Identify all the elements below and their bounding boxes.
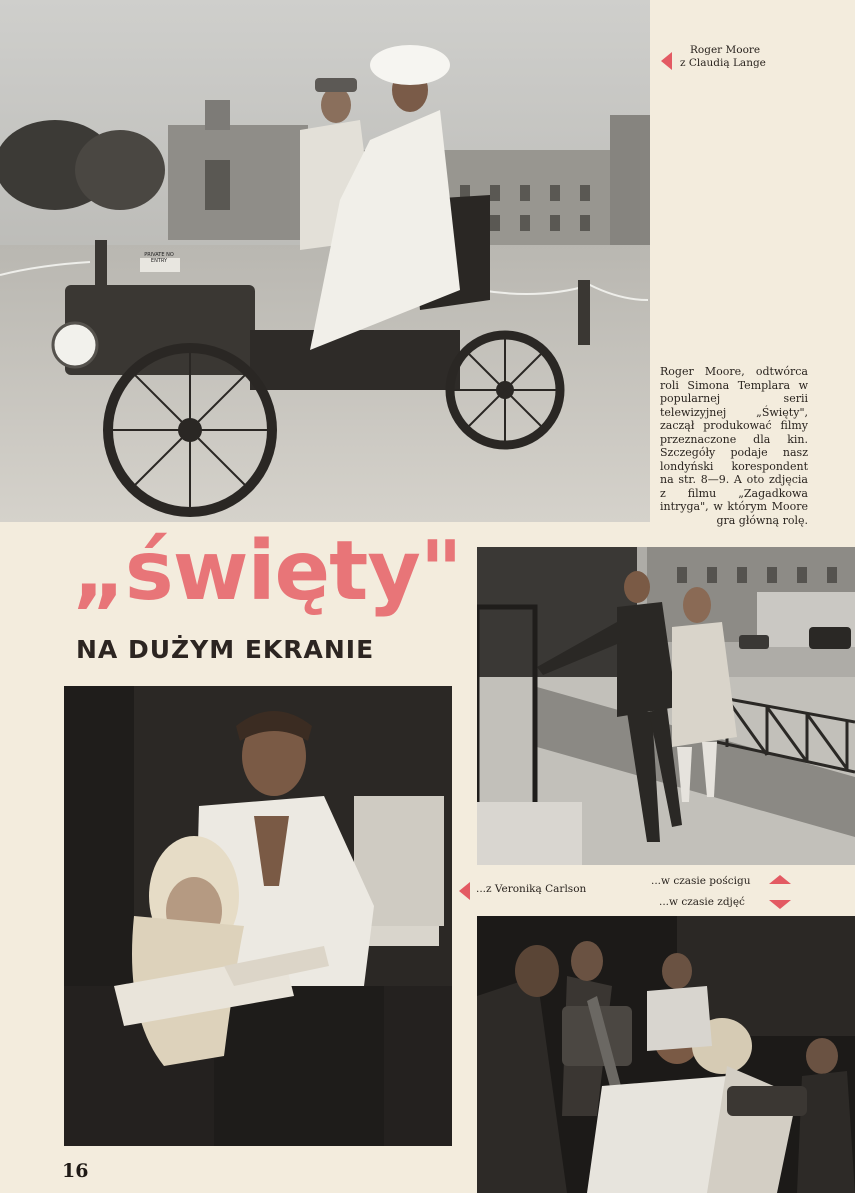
arrow-up-icon	[769, 875, 791, 884]
photo-vintage-car	[0, 0, 650, 522]
article-body-text: Roger Moore, odtwórca roli Simona Templara w popularnej serii telewizyjnej „Święty", zaczął produkować filmy przeznaczone dla kin. Szczegóły podaje nasz londyński korespondent na str. 8—9. A oto zdjęcia z filmu „Zagadkowa intryga", w którym Moore gra główną rolę.	[660, 365, 808, 527]
arrow-left-icon	[661, 52, 672, 70]
caption-shooting-photo: ...w czasie zdjęć	[659, 896, 745, 908]
arrow-down-icon	[769, 900, 791, 909]
caption-top-photo	[680, 44, 810, 70]
photo-film-set	[477, 916, 855, 1193]
caption-left-photo: ...z Veroniką Carlson	[476, 883, 587, 895]
subheadline: NA DUŻYM EKRANIE	[76, 635, 375, 664]
photo-chase	[477, 547, 855, 865]
caption-chase-photo: ...w czasie pościgu	[651, 875, 751, 887]
page-number: 16	[62, 1160, 89, 1182]
caption-top-line1: Roger Moore	[690, 44, 761, 56]
caption-top-line2: z Claudią Lange	[680, 57, 766, 69]
arrow-left-icon	[459, 882, 470, 900]
photo-couple	[64, 686, 452, 1146]
headline: „święty"	[72, 524, 462, 619]
car-sign: PRIVATE NO ENTRY	[144, 252, 174, 264]
